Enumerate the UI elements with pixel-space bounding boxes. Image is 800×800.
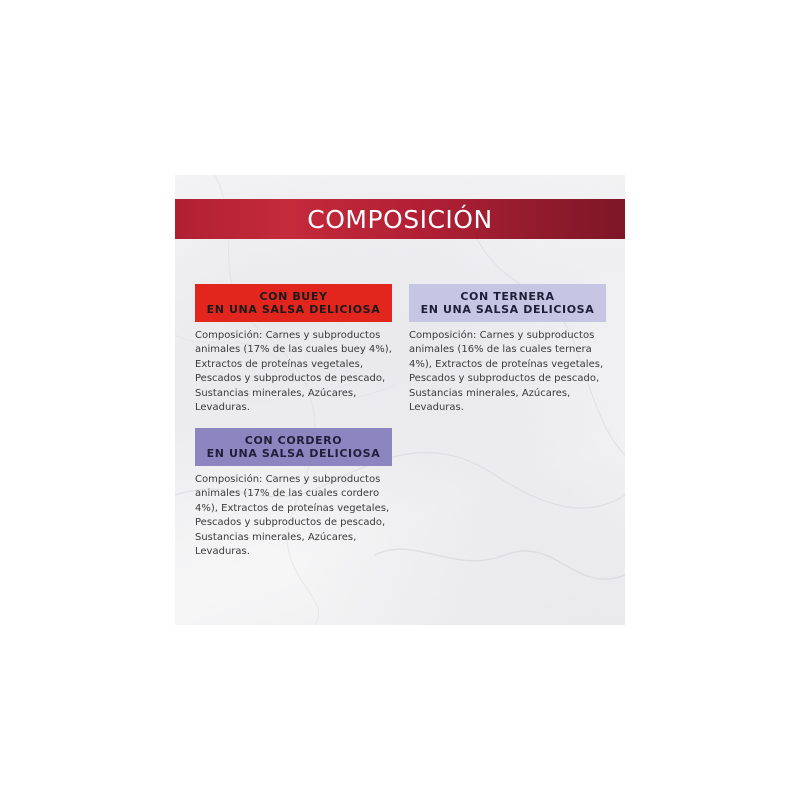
desc-line: Extractos de proteínas vegetales, (195, 358, 364, 370)
desc-line: Sustancias minerales, Azúcares, (195, 531, 357, 543)
description-ternera (409, 329, 614, 415)
composition-panel (175, 175, 625, 625)
desc-line: Composición: Carnes y subproductos (195, 330, 381, 341)
desc-line: animales (16% de las cuales ternera (409, 344, 592, 356)
desc-line: Pescados y subproductos de pescado, (409, 373, 600, 385)
label-ternera-line2: EN UNA SALSA DELICIOSA (420, 303, 595, 316)
desc-line: Sustancias minerales, Azúcares, (195, 387, 357, 399)
label-cordero (195, 428, 392, 466)
desc-line: Levaduras. (195, 546, 250, 558)
label-ternera-line1: CON TERNERA (460, 290, 555, 303)
desc-line: Composición: Carnes y subproductos (195, 474, 381, 485)
desc-line: Levaduras. (409, 402, 464, 414)
composition-header (175, 199, 625, 239)
desc-line: 4%), Extractos de proteínas vegetales, (195, 502, 390, 514)
desc-line: Sustancias minerales, Azúcares, (409, 387, 571, 399)
desc-line: Pescados y subproductos de pescado, (195, 373, 386, 385)
description-cordero (195, 473, 400, 559)
desc-line: animales (17% de las cuales cordero (195, 488, 380, 500)
desc-line: animales (17% de las cuales buey 4%), (195, 344, 392, 356)
desc-line: Pescados y subproductos de pescado, (195, 517, 386, 529)
desc-line: Composición: Carnes y subproductos (409, 330, 595, 341)
page-title: COMPOSICIÓN (307, 204, 493, 234)
label-ternera (409, 284, 606, 322)
description-buey (195, 329, 400, 415)
desc-line: 4%), Extractos de proteínas vegetales, (409, 358, 604, 370)
label-cordero-line1: CON CORDERO (244, 434, 343, 447)
label-buey-line1: CON BUEY (259, 290, 328, 303)
label-buey (195, 284, 392, 322)
label-buey-line2: EN UNA SALSA DELICIOSA (206, 303, 381, 316)
desc-line: Levaduras. (195, 402, 250, 414)
label-cordero-line2: EN UNA SALSA DELICIOSA (206, 447, 381, 460)
